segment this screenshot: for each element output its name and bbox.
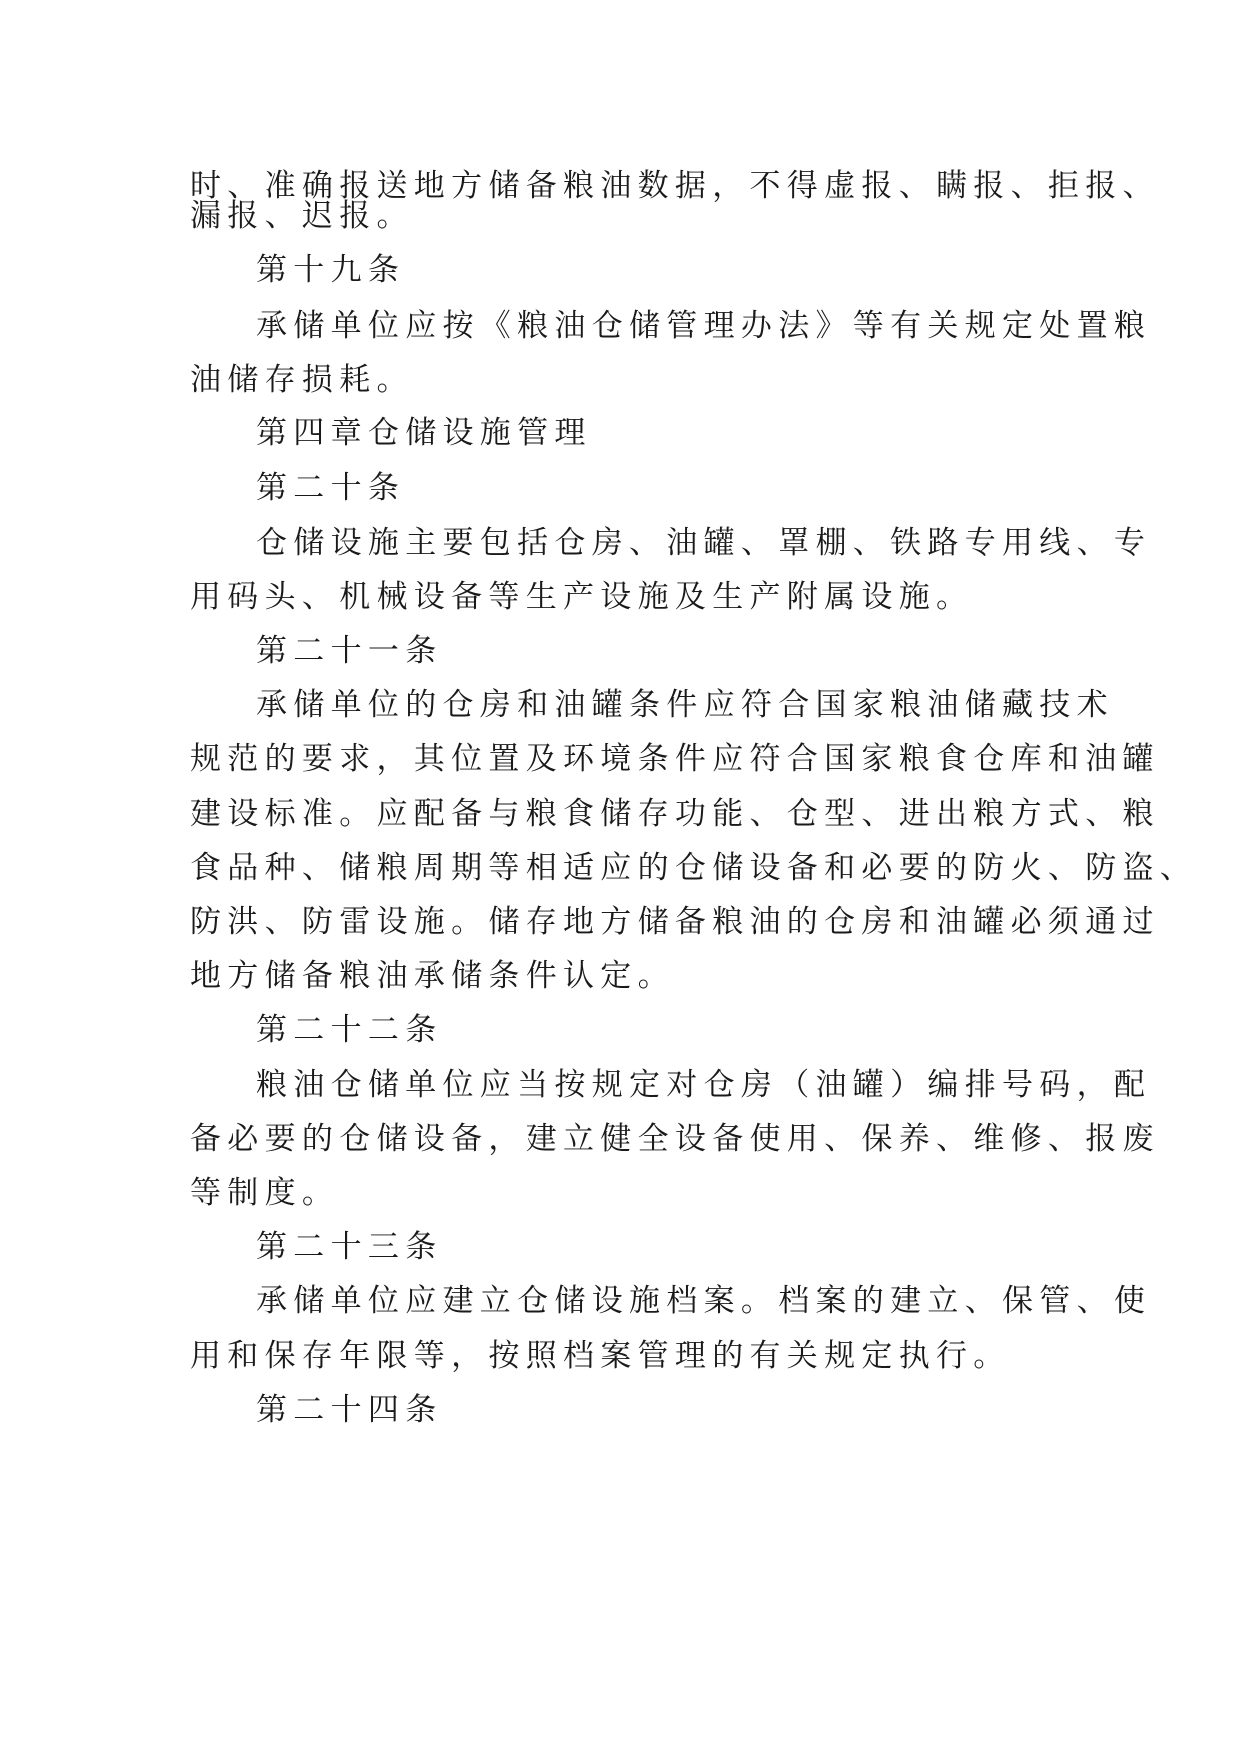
article-heading: 第二十一条 (256, 633, 443, 669)
article-heading: 第二十四条 (256, 1392, 443, 1428)
text-line: 时、准确报送地方储备粮油数据，不得虚报、瞒报、拒报、 (190, 168, 1160, 204)
chapter-heading: 第四章仓储设施管理 (256, 415, 592, 451)
text-line: 地方储备粮油承储条件认定。 (190, 958, 675, 994)
article-heading: 第二十条 (256, 470, 406, 506)
text-line: 用码头、机械设备等生产设施及生产附属设施。 (190, 579, 974, 615)
text-line: 粮油仓储单位应当按规定对仓房（油罐）编排号码，配 (256, 1067, 1152, 1103)
text-line: 备必要的仓储设备，建立健全设备使用、保养、维修、报废 (190, 1121, 1160, 1157)
text-line: 等制度。 (190, 1175, 340, 1211)
text-line: 规范的要求，其位置及环境条件应符合国家粮食仓库和油罐 (190, 741, 1160, 777)
article-heading: 第十九条 (256, 252, 406, 288)
text-line: 承储单位应建立仓储设施档案。档案的建立、保管、使 (256, 1283, 1152, 1319)
text-line: 漏报、迟报。 (190, 198, 414, 234)
article-heading: 第二十二条 (256, 1012, 443, 1048)
text-line: 用和保存年限等，按照档案管理的有关规定执行。 (190, 1338, 1011, 1374)
text-line: 承储单位应按《粮油仓储管理办法》等有关规定处置粮 (256, 308, 1152, 344)
text-line: 承储单位的仓房和油罐条件应符合国家粮油储藏技术 (256, 687, 1114, 723)
text-line: 建设标准。应配备与粮食储存功能、仓型、进出粮方式、粮 (190, 796, 1160, 832)
text-line: 油储存损耗。 (190, 362, 414, 398)
text-line: 防洪、防雷设施。储存地方储备粮油的仓房和油罐必须通过 (190, 904, 1160, 940)
article-heading: 第二十三条 (256, 1229, 443, 1265)
text-line: 食品种、储粮周期等相适应的仓储设备和必要的防火、防盗、 (190, 850, 1198, 886)
text-line: 仓储设施主要包括仓房、油罐、罩棚、铁路专用线、专 (256, 525, 1152, 561)
